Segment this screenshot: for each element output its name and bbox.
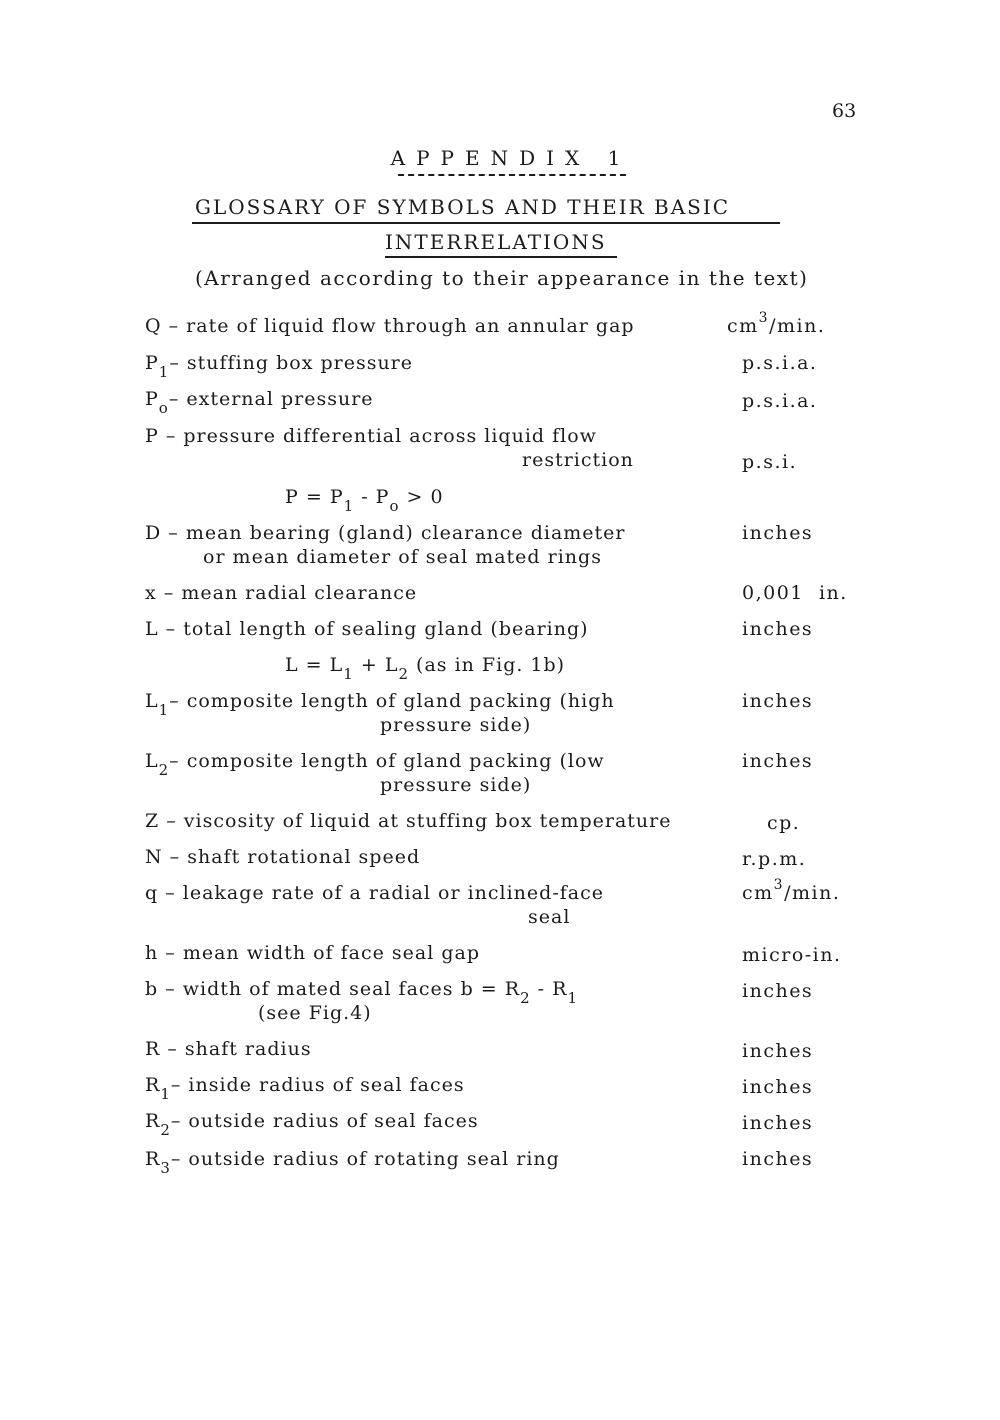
entry-description: stuffing box pressure bbox=[186, 352, 414, 374]
glossary-entry-d: D – mean bearing (gland) clearance diameter bbox=[145, 522, 626, 544]
glossary-entry-b: b – width of mated seal faces $b = R_2 - R_1$ bbox=[145, 978, 578, 1007]
glossary-title-underline-1 bbox=[192, 222, 780, 224]
entry-symbol: L bbox=[145, 690, 159, 712]
entry-unit-p1: p.s.i.a. bbox=[742, 352, 818, 374]
entry-unit-n: r.p.m. bbox=[742, 848, 807, 870]
glossary-entry-r: R – shaft radius bbox=[145, 1038, 312, 1060]
entry-description-cont: pressure side) bbox=[380, 714, 532, 736]
entry-description: composite length of gland packing (low bbox=[186, 750, 605, 772]
entry-description: total length of sealing gland (bearing) bbox=[183, 618, 589, 640]
entry-description: mean bearing (gland) clearance diameter bbox=[185, 522, 626, 544]
glossary-entry-l1: $L_1-$ composite length of gland packing (high bbox=[145, 690, 615, 719]
entry-description-cont: or mean diameter of seal mated rings bbox=[203, 546, 602, 568]
entry-unit-po: p.s.i.a. bbox=[742, 390, 818, 412]
entry-symbol: L bbox=[145, 750, 159, 772]
entry-description: mean width of face seal gap bbox=[182, 942, 481, 964]
formula-total-length: $L = L_1 + L_2$ (as in Fig. 1b) bbox=[285, 654, 566, 683]
entry-symbol: x bbox=[145, 582, 157, 604]
entry-description-cont: pressure side) bbox=[380, 774, 532, 796]
entry-symbol: R bbox=[145, 1038, 161, 1060]
entry-unit-q-leakage: $cm^3/\min$. bbox=[742, 877, 841, 904]
subtitle: (Arranged according to their appearance in the text) bbox=[195, 266, 809, 290]
entry-symbol: R bbox=[145, 1074, 161, 1096]
entry-description: viscosity of liquid at stuffing box temperature bbox=[183, 810, 672, 832]
entry-symbol: R bbox=[145, 1148, 161, 1170]
glossary-entry-po: $P_o-$ external pressure bbox=[145, 388, 374, 417]
entry-description: width of mated seal faces b = R bbox=[182, 978, 521, 1000]
glossary-entry-q: Q – rate of liquid flow through an annular gap bbox=[145, 315, 635, 337]
entry-unit-l1: inches bbox=[742, 690, 814, 712]
page-number: 63 bbox=[832, 100, 857, 122]
glossary-entry-r1: $R_1-$ inside radius of seal faces bbox=[145, 1074, 465, 1103]
entry-symbol: P bbox=[145, 388, 159, 410]
entry-description: rate of liquid flow through an annular gap bbox=[186, 315, 635, 337]
entry-unit-r3: inches bbox=[742, 1148, 814, 1170]
entry-description-cont: restriction bbox=[522, 449, 634, 471]
entry-description: inside radius of seal faces bbox=[188, 1074, 465, 1096]
glossary-title-line1: GLOSSARY OF SYMBOLS AND THEIR BASIC bbox=[195, 195, 731, 219]
entry-symbol: Z bbox=[145, 810, 160, 832]
glossary-entry-l: L – total length of sealing gland (bearing) bbox=[145, 618, 589, 640]
entry-symbol: R bbox=[145, 1110, 161, 1132]
entry-symbol: q bbox=[145, 882, 159, 904]
glossary-title-line2: INTERRELATIONS bbox=[385, 230, 607, 254]
formula-pressure-differential: $P = P_1 - P_o > 0$ bbox=[285, 486, 444, 515]
entry-unit-b: inches bbox=[742, 980, 814, 1002]
entry-unit-d: inches bbox=[742, 522, 814, 544]
glossary-title-underline-2 bbox=[385, 256, 617, 258]
entry-symbol: h bbox=[145, 942, 159, 964]
entry-unit-l2: inches bbox=[742, 750, 814, 772]
glossary-entry-z: Z – viscosity of liquid at stuffing box temperature bbox=[145, 810, 672, 832]
entry-symbol: Q bbox=[145, 315, 162, 337]
entry-description: outside radius of rotating seal ring bbox=[188, 1148, 560, 1170]
entry-symbol: L bbox=[145, 618, 159, 640]
entry-unit-q: $cm^3/\min$. bbox=[727, 310, 826, 337]
entry-description-cont: (see Fig.4) bbox=[258, 1002, 372, 1024]
glossary-entry-p1: $P_1-$ stuffing box pressure bbox=[145, 352, 414, 381]
entry-description: composite length of gland packing (high bbox=[186, 690, 615, 712]
glossary-entry-q-leakage: q – leakage rate of a radial or inclined-face bbox=[145, 882, 604, 904]
entry-description: pressure differential across liquid flow bbox=[183, 425, 597, 447]
glossary-entry-n: N – shaft rotational speed bbox=[145, 846, 421, 868]
glossary-entry-h: h – mean width of face seal gap bbox=[145, 942, 481, 964]
entry-description: mean radial clearance bbox=[181, 582, 418, 604]
entry-unit-r2: inches bbox=[742, 1112, 814, 1134]
entry-symbol: D bbox=[145, 522, 162, 544]
entry-description: leakage rate of a radial or inclined-face bbox=[182, 882, 604, 904]
glossary-entry-p: P – pressure differential across liquid flow bbox=[145, 425, 597, 447]
glossary-entry-r2: $R_2-$ outside radius of seal faces bbox=[145, 1110, 479, 1139]
entry-unit-h: micro-in. bbox=[742, 944, 842, 966]
glossary-entry-x: x – mean radial clearance bbox=[145, 582, 418, 604]
entry-description: outside radius of seal faces bbox=[188, 1110, 479, 1132]
entry-description-cont: seal bbox=[528, 906, 571, 928]
appendix-title: APPENDIX 1 bbox=[390, 146, 632, 170]
entry-description: shaft rotational speed bbox=[187, 846, 421, 868]
entry-unit-r: inches bbox=[742, 1040, 814, 1062]
glossary-entry-l2: $L_2-$ composite length of gland packing (low bbox=[145, 750, 605, 779]
appendix-title-underline bbox=[398, 174, 626, 176]
entry-unit-r1: inches bbox=[742, 1076, 814, 1098]
entry-symbol: N bbox=[145, 846, 163, 868]
entry-unit-p: p.s.i. bbox=[742, 451, 798, 473]
entry-symbol: b bbox=[145, 978, 159, 1000]
entry-unit-z: cp. bbox=[767, 812, 801, 834]
entry-symbol: P bbox=[145, 425, 159, 447]
entry-description: shaft radius bbox=[184, 1038, 312, 1060]
entry-unit-l: inches bbox=[742, 618, 814, 640]
entry-unit-x: 0,001 in. bbox=[742, 582, 848, 604]
entry-symbol: P bbox=[145, 352, 159, 374]
glossary-entry-r3: $R_3-$ outside radius of rotating seal ring bbox=[145, 1148, 560, 1177]
entry-description: external pressure bbox=[186, 388, 374, 410]
